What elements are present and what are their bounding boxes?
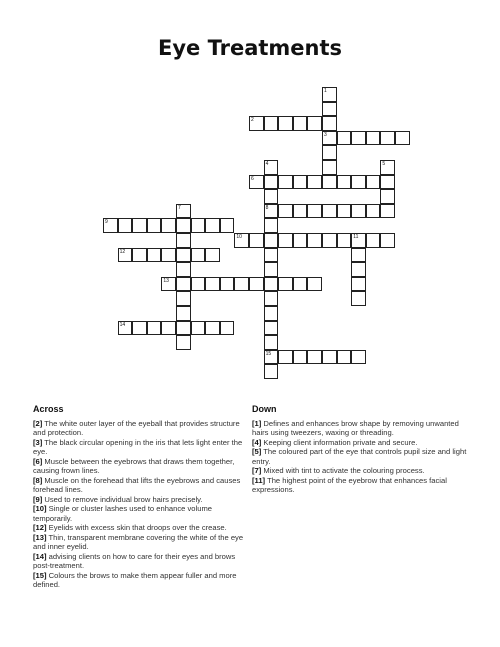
grid-cell[interactable] bbox=[132, 218, 147, 233]
grid-cell[interactable] bbox=[118, 321, 133, 336]
grid-cell[interactable] bbox=[220, 218, 235, 233]
clue-number: [9] bbox=[33, 494, 43, 504]
grid-cell[interactable] bbox=[264, 204, 279, 219]
across-clue bbox=[33, 476, 251, 495]
grid-cell[interactable] bbox=[249, 116, 264, 131]
clue-number: [6] bbox=[33, 456, 43, 466]
clue-text: Defines and enhances brow shape by removing unwanted hairs using tweezers, waxing or threading. bbox=[252, 418, 459, 437]
grid-cell[interactable] bbox=[191, 277, 206, 292]
across-clues bbox=[33, 405, 251, 590]
clue-number: [10] bbox=[33, 504, 47, 513]
grid-cell[interactable] bbox=[234, 233, 249, 248]
grid-cell[interactable] bbox=[234, 277, 249, 292]
grid-cell[interactable] bbox=[264, 116, 279, 131]
grid-cell[interactable] bbox=[337, 175, 352, 190]
clue-text: Colours the brows to make them appear fuller and more defined. bbox=[33, 570, 237, 589]
clue-number: [14] bbox=[33, 551, 47, 561]
grid-cell[interactable] bbox=[264, 218, 279, 233]
grid-cell[interactable] bbox=[264, 291, 279, 306]
cell-number: 4 bbox=[265, 161, 269, 167]
grid-cell[interactable] bbox=[307, 233, 322, 248]
grid-cell[interactable] bbox=[249, 277, 264, 292]
grid-cell[interactable] bbox=[161, 321, 176, 336]
across-clue bbox=[33, 504, 251, 523]
clue-text: The highest point of the eyebrow that enhances facial expressions. bbox=[252, 475, 447, 494]
down-heading: Down bbox=[252, 404, 277, 414]
grid-cell[interactable] bbox=[176, 233, 191, 248]
clue-number: [13] bbox=[33, 532, 47, 542]
grid-cell[interactable] bbox=[351, 350, 366, 365]
down-clues bbox=[252, 405, 472, 495]
grid-cell[interactable] bbox=[118, 248, 133, 263]
across-clue bbox=[33, 552, 251, 571]
grid-cell[interactable] bbox=[380, 131, 395, 146]
grid-cell[interactable] bbox=[322, 204, 337, 219]
grid-cell[interactable] bbox=[366, 204, 381, 219]
grid-cell[interactable] bbox=[249, 233, 264, 248]
grid-cell[interactable] bbox=[205, 248, 220, 263]
grid-cell[interactable] bbox=[278, 233, 293, 248]
grid-cell[interactable] bbox=[118, 218, 133, 233]
grid-cell[interactable] bbox=[191, 248, 206, 263]
across-clue bbox=[33, 523, 251, 533]
grid-cell[interactable] bbox=[293, 116, 308, 131]
grid-cell[interactable] bbox=[307, 277, 322, 292]
clue-number: [15] bbox=[33, 570, 47, 580]
grid-cell[interactable] bbox=[337, 131, 352, 146]
grid-cell[interactable] bbox=[307, 116, 322, 131]
grid-cell[interactable] bbox=[264, 160, 279, 175]
cell-number: 8 bbox=[265, 204, 269, 211]
across-clue bbox=[33, 533, 251, 552]
grid-cell[interactable] bbox=[293, 233, 308, 248]
grid-cell[interactable] bbox=[322, 116, 337, 131]
clue-text: The coloured part of the eye that controls pupil size and light entry. bbox=[252, 447, 467, 466]
cell-number: 14 bbox=[119, 321, 126, 328]
grid-cell[interactable] bbox=[307, 175, 322, 190]
clue-number: [5] bbox=[252, 447, 262, 456]
grid-cell[interactable] bbox=[264, 306, 279, 321]
grid-cell[interactable] bbox=[264, 175, 279, 190]
clue-number: [4] bbox=[252, 437, 262, 447]
grid-cell[interactable] bbox=[278, 116, 293, 131]
grid-cell[interactable] bbox=[176, 218, 191, 233]
clue-text: advising clients on how to care for their eyes and brows post-treatment. bbox=[33, 551, 236, 570]
grid-cell[interactable] bbox=[351, 233, 366, 248]
cell-number: 12 bbox=[119, 248, 126, 255]
grid-cell[interactable] bbox=[366, 175, 381, 190]
grid-cell[interactable] bbox=[380, 175, 395, 190]
grid-cell[interactable] bbox=[205, 277, 220, 292]
clue-text: Eyelids with excess skin that droops over the crease. bbox=[46, 523, 227, 532]
across-heading: Across bbox=[33, 404, 64, 414]
clue-number: [11] bbox=[252, 475, 266, 485]
grid-cell[interactable] bbox=[351, 204, 366, 219]
grid-cell[interactable] bbox=[147, 321, 162, 336]
clue-number: [7] bbox=[252, 466, 262, 475]
grid-cell[interactable] bbox=[337, 233, 352, 248]
grid-cell[interactable] bbox=[380, 233, 395, 248]
across-clue bbox=[33, 571, 251, 590]
down-clue bbox=[252, 419, 472, 438]
grid-cell[interactable] bbox=[322, 87, 337, 102]
grid-cell[interactable] bbox=[249, 175, 264, 190]
down-clue bbox=[252, 447, 472, 466]
grid-cell[interactable] bbox=[307, 204, 322, 219]
cell-number: 1 bbox=[324, 88, 327, 94]
grid-cell[interactable] bbox=[205, 321, 220, 336]
grid-cell[interactable] bbox=[293, 204, 308, 219]
grid-cell[interactable] bbox=[278, 175, 293, 190]
grid-cell[interactable] bbox=[322, 233, 337, 248]
clue-text: Keeping client information private and secure. bbox=[261, 437, 418, 447]
down-clue bbox=[252, 438, 472, 448]
grid-cell[interactable] bbox=[205, 218, 220, 233]
clue-number: [12] bbox=[33, 523, 47, 532]
grid-cell[interactable] bbox=[176, 262, 191, 277]
cell-number: 9 bbox=[105, 219, 108, 226]
down-clue bbox=[252, 476, 472, 495]
grid-cell[interactable] bbox=[132, 321, 147, 336]
grid-cell[interactable] bbox=[278, 277, 293, 292]
cell-number: 10 bbox=[236, 234, 242, 240]
cell-number: 2 bbox=[251, 117, 254, 124]
grid-cell[interactable] bbox=[322, 145, 337, 160]
grid-cell[interactable] bbox=[380, 160, 395, 175]
grid-cell[interactable] bbox=[264, 364, 279, 379]
grid-cell[interactable] bbox=[322, 175, 337, 190]
clue-text: Single or cluster lashes used to enhance volume temporarily. bbox=[33, 504, 212, 523]
grid-cell[interactable] bbox=[351, 291, 366, 306]
grid-cell[interactable] bbox=[366, 131, 381, 146]
clue-text: Thin, transparent membrane covering the white of the eye and inner eyelid. bbox=[33, 532, 244, 551]
across-clue bbox=[33, 457, 251, 476]
grid-cell[interactable] bbox=[176, 335, 191, 350]
grid-cell[interactable] bbox=[220, 321, 235, 336]
grid-cell[interactable] bbox=[351, 175, 366, 190]
grid-cell[interactable] bbox=[176, 248, 191, 263]
grid-cell[interactable] bbox=[161, 248, 176, 263]
cell-number: 15 bbox=[265, 350, 272, 357]
clue-number: [8] bbox=[33, 475, 43, 485]
grid-cell[interactable] bbox=[351, 248, 366, 263]
grid-cell[interactable] bbox=[366, 233, 381, 248]
cell-number: 7 bbox=[178, 204, 181, 211]
grid-cell[interactable] bbox=[161, 277, 176, 292]
clue-text: Used to remove individual brow hairs precisely. bbox=[42, 494, 203, 504]
grid-cell[interactable] bbox=[351, 277, 366, 292]
clue-number: [2] bbox=[33, 418, 43, 428]
grid-cell[interactable] bbox=[278, 350, 293, 365]
grid-cell[interactable] bbox=[337, 204, 352, 219]
grid-cell[interactable] bbox=[264, 262, 279, 277]
grid-cell[interactable] bbox=[264, 277, 279, 292]
cell-number: 11 bbox=[353, 234, 359, 240]
grid-cell[interactable] bbox=[322, 102, 337, 117]
grid-cell[interactable] bbox=[293, 350, 308, 365]
cell-number: 6 bbox=[251, 175, 254, 182]
grid-cell[interactable] bbox=[264, 233, 279, 248]
grid-cell[interactable] bbox=[191, 321, 206, 336]
grid-cell[interactable] bbox=[395, 131, 410, 146]
grid-cell[interactable] bbox=[351, 262, 366, 277]
grid-cell[interactable] bbox=[278, 204, 293, 219]
grid-cell[interactable] bbox=[103, 218, 118, 233]
puzzle-title: Eye Treatments bbox=[157, 36, 343, 60]
grid-cell[interactable] bbox=[264, 350, 279, 365]
grid-cell[interactable] bbox=[191, 218, 206, 233]
grid-cell[interactable] bbox=[293, 277, 308, 292]
grid-cell[interactable] bbox=[322, 350, 337, 365]
grid-cell[interactable] bbox=[307, 350, 322, 365]
grid-cell[interactable] bbox=[161, 218, 176, 233]
grid-cell[interactable] bbox=[380, 189, 395, 204]
grid-cell[interactable] bbox=[176, 291, 191, 306]
clue-text: The white outer layer of the eyeball that provides structure and protection. bbox=[33, 418, 240, 437]
grid-cell[interactable] bbox=[337, 350, 352, 365]
clue-number: [1] bbox=[252, 418, 262, 428]
clue-text: Muscle on the forehead that lifts the eyebrows and causes forehead lines. bbox=[33, 475, 241, 494]
clue-text: Mixed with tint to activate the colouring process. bbox=[261, 466, 425, 475]
grid-cell[interactable] bbox=[176, 277, 191, 292]
grid-cell[interactable] bbox=[380, 204, 395, 219]
grid-cell[interactable] bbox=[264, 321, 279, 336]
grid-cell[interactable] bbox=[264, 189, 279, 204]
cell-number: 13 bbox=[163, 277, 169, 284]
grid-cell[interactable] bbox=[176, 204, 191, 219]
across-clue bbox=[33, 495, 251, 505]
grid-cell[interactable] bbox=[264, 248, 279, 263]
grid-cell[interactable] bbox=[220, 277, 235, 292]
clue-text: The black circular opening in the iris that lets light enter the eye. bbox=[33, 437, 243, 456]
down-clue bbox=[252, 466, 472, 476]
grid-cell[interactable] bbox=[176, 306, 191, 321]
across-clue bbox=[33, 438, 251, 457]
clue-text: Muscle between the eyebrows that draws them together, causing frown lines. bbox=[33, 456, 235, 475]
across-clue bbox=[33, 419, 251, 438]
cell-number: 5 bbox=[382, 161, 386, 167]
grid-cell[interactable] bbox=[293, 175, 308, 190]
clue-number: [3] bbox=[33, 437, 43, 447]
grid-cell[interactable] bbox=[322, 160, 337, 175]
grid-cell[interactable] bbox=[132, 248, 147, 263]
grid-cell[interactable] bbox=[176, 321, 191, 336]
grid-cell[interactable] bbox=[264, 335, 279, 350]
cell-number: 3 bbox=[324, 131, 327, 138]
grid-cell[interactable] bbox=[147, 218, 162, 233]
grid-cell[interactable] bbox=[351, 131, 366, 146]
grid-cell[interactable] bbox=[322, 131, 337, 146]
grid-cell[interactable] bbox=[147, 248, 162, 263]
